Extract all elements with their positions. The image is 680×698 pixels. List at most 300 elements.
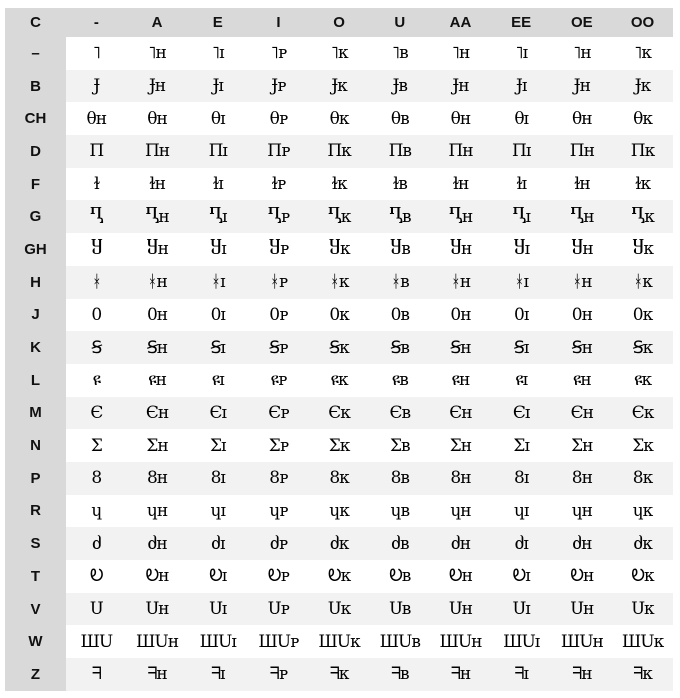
syllable-cell <box>309 593 370 626</box>
syllable-cell <box>127 135 188 168</box>
syllable-cell <box>552 233 613 266</box>
syllable-glyph: ᚼ <box>91 272 101 293</box>
consonant-label: P <box>5 462 66 495</box>
syllable-glyph: 8ᴋ <box>329 468 349 489</box>
syllable-glyph: Σᴘ <box>268 435 289 456</box>
syllable-cell <box>491 593 552 626</box>
syllable-glyph: ᚼʜ <box>572 272 592 293</box>
syllable-cell <box>127 331 188 364</box>
syllable-cell <box>491 364 552 397</box>
syllable-cell <box>187 168 248 201</box>
syllable-cell <box>127 593 188 626</box>
syllable-cell <box>66 102 127 135</box>
syllable-cell <box>187 70 248 103</box>
syllable-cell <box>491 397 552 430</box>
syllable-cell <box>491 625 552 658</box>
syllable-glyph: Ⴘʜ <box>570 239 593 260</box>
table-row <box>5 429 673 462</box>
syllable-glyph: Ꭷʜ <box>449 566 472 587</box>
syllable-glyph: θᴋ <box>329 108 349 129</box>
syllable-glyph: ዩɪ <box>515 370 528 391</box>
syllable-glyph: ᚼʜ <box>147 272 167 293</box>
syllable-glyph: Ꞩᴘ <box>269 337 288 358</box>
syllable-cell <box>127 266 188 299</box>
syllable-cell <box>430 625 491 658</box>
syllable-cell <box>309 462 370 495</box>
syllable-glyph: θʜ <box>86 108 107 129</box>
syllable-glyph: ძʜ <box>147 533 167 554</box>
syllable-cell <box>612 200 673 233</box>
consonant-label: H <box>5 266 66 299</box>
syllable-glyph: ძ <box>91 533 101 554</box>
syllable-cell <box>552 168 613 201</box>
syllable-glyph: ძʜ <box>450 533 471 554</box>
syllable-glyph: Ɉɪ <box>516 76 527 97</box>
syllable-cell <box>309 397 370 430</box>
syllable-glyph: Σʙ <box>389 435 410 456</box>
syllable-glyph: 8ᴋ <box>632 468 653 489</box>
vowel-header: U <box>369 8 430 37</box>
syllable-glyph: ˥ʜ <box>148 43 166 64</box>
syllable-cell <box>552 266 613 299</box>
syllable-cell <box>369 200 430 233</box>
syllable-glyph: ˥ɪ <box>515 43 528 64</box>
syllable-cell <box>66 560 127 593</box>
syllable-glyph: ᖷʜ <box>147 664 167 685</box>
syllable-cell <box>491 233 552 266</box>
syllable-glyph: ዩᴘ <box>270 370 287 391</box>
syllable-glyph: Ⴂʙ <box>388 206 411 227</box>
syllable-cell <box>491 527 552 560</box>
syllable-glyph: Ꞩᴋ <box>632 337 653 358</box>
syllable-cell <box>612 560 673 593</box>
syllable-cell <box>491 266 552 299</box>
syllable-glyph: ШUʜ <box>439 631 482 652</box>
syllable-glyph: Π <box>89 141 104 162</box>
syllable-cell <box>612 527 673 560</box>
syllable-glyph: ɫʜ <box>573 174 590 195</box>
syllable-cell <box>430 299 491 332</box>
syllable-cell <box>248 102 309 135</box>
syllable-glyph: θᴋ <box>633 108 652 129</box>
syllable-glyph: Ꞩɪ <box>514 337 529 358</box>
vowel-header: EE <box>491 8 552 37</box>
syllable-glyph: ᚼʜ <box>450 272 471 293</box>
syllable-glyph: Ɉᴘ <box>271 76 286 97</box>
syllable-cell <box>127 168 188 201</box>
syllable-glyph: Σɪ <box>513 435 529 456</box>
syllable-cell <box>248 364 309 397</box>
table-row <box>5 527 673 560</box>
syllable-glyph: Ꭷᴋ <box>631 566 654 587</box>
syllable-cell <box>127 625 188 658</box>
syllable-cell <box>612 168 673 201</box>
syllable-cell <box>430 364 491 397</box>
syllable-cell <box>187 462 248 495</box>
syllable-cell <box>187 429 248 462</box>
syllable-cell <box>369 299 430 332</box>
syllable-cell <box>369 331 430 364</box>
syllable-cell <box>430 102 491 135</box>
table-row <box>5 200 673 233</box>
syllable-cell <box>127 200 188 233</box>
syllable-glyph: ˥ᴋ <box>634 43 652 64</box>
syllable-cell <box>66 233 127 266</box>
consonant-label: G <box>5 200 66 233</box>
syllable-glyph: Ɉʜ <box>452 76 469 97</box>
syllable-cell <box>369 168 430 201</box>
syllable-cell <box>552 593 613 626</box>
syllable-glyph: ዩʙ <box>391 370 408 391</box>
syllable-glyph: ɥ <box>91 500 102 521</box>
syllable-cell <box>552 397 613 430</box>
syllable-glyph: Σɪ <box>209 435 226 456</box>
syllable-cell <box>430 233 491 266</box>
syllable-cell <box>127 233 188 266</box>
syllable-glyph: Πɪ <box>208 141 227 162</box>
syllable-cell <box>127 364 188 397</box>
syllable-glyph: ШU <box>80 631 113 652</box>
syllable-glyph: Ս <box>90 599 103 620</box>
syllable-cell <box>430 331 491 364</box>
syllable-cell <box>66 70 127 103</box>
syllable-glyph: Ꭷʙ <box>389 566 411 587</box>
syllable-glyph: ˥ <box>92 43 101 64</box>
syllable-cell <box>612 397 673 430</box>
syllabary-table <box>5 8 673 691</box>
syllable-glyph: ˥ɪ <box>211 43 224 64</box>
syllable-cell <box>369 364 430 397</box>
syllable-glyph: Ꭷᴋ <box>327 566 351 587</box>
syllable-glyph: 8ɪ <box>514 468 529 489</box>
syllable-cell <box>552 299 613 332</box>
syllable-glyph: ɥʙ <box>390 500 410 521</box>
syllable-cell <box>612 102 673 135</box>
syllable-cell <box>187 364 248 397</box>
syllable-cell <box>187 299 248 332</box>
syllable-glyph: ძᴋ <box>633 533 652 554</box>
syllable-glyph: Ⴂɪ <box>512 206 530 227</box>
syllable-cell <box>248 560 309 593</box>
syllable-cell <box>309 70 370 103</box>
consonant-label: – <box>5 37 66 70</box>
syllable-glyph: ɥᴘ <box>269 500 288 521</box>
syllable-glyph: Єʜ <box>145 402 169 423</box>
syllable-glyph: Ꭷᴘ <box>267 566 289 587</box>
syllable-cell <box>66 135 127 168</box>
syllable-glyph: Ⴂʜ <box>570 206 594 227</box>
syllable-glyph: Սᴋ <box>631 599 654 620</box>
table-row <box>5 331 673 364</box>
syllable-cell <box>127 429 188 462</box>
syllable-glyph: 0ᴋ <box>329 304 349 325</box>
table-row <box>5 135 673 168</box>
syllable-cell <box>552 560 613 593</box>
table-row <box>5 37 673 70</box>
syllable-glyph: ᖷʙ <box>390 664 409 685</box>
syllable-cell <box>248 70 309 103</box>
syllable-cell <box>491 560 552 593</box>
syllable-cell <box>612 135 673 168</box>
syllable-glyph: ძʙ <box>391 533 409 554</box>
syllable-cell <box>612 331 673 364</box>
syllable-glyph: ɥʜ <box>571 500 592 521</box>
syllable-cell <box>187 397 248 430</box>
syllable-cell <box>430 429 491 462</box>
syllable-glyph: ɥᴋ <box>329 500 349 521</box>
syllable-glyph: Ⴂʜ <box>145 206 169 227</box>
syllable-cell <box>127 527 188 560</box>
syllable-glyph: Ꭷɪ <box>209 566 227 587</box>
syllable-cell <box>127 495 188 528</box>
syllable-glyph: Єʜ <box>570 402 594 423</box>
syllable-glyph: Ⴂᴋ <box>631 206 654 227</box>
syllable-cell <box>187 560 248 593</box>
syllable-glyph: Ⴂᴋ <box>327 206 351 227</box>
syllable-cell <box>309 168 370 201</box>
syllable-cell <box>309 364 370 397</box>
syllable-glyph: Ꞩʜ <box>146 337 168 358</box>
syllable-glyph: Սʙ <box>389 599 411 620</box>
syllable-cell <box>369 462 430 495</box>
syllable-cell <box>127 37 188 70</box>
syllable-cell <box>309 233 370 266</box>
consonant-label: J <box>5 299 66 332</box>
syllable-cell <box>369 37 430 70</box>
syllable-cell <box>127 299 188 332</box>
consonant-label: Z <box>5 658 66 691</box>
syllable-glyph: Πᴘ <box>267 141 290 162</box>
syllable-glyph: θʜ <box>572 108 592 129</box>
syllable-glyph: Πʜ <box>144 141 170 162</box>
syllable-glyph: Ⴘʜ <box>449 239 472 260</box>
syllable-cell <box>430 593 491 626</box>
syllable-glyph: ᚼɪ <box>514 272 528 293</box>
syllable-glyph: Єʜ <box>449 402 472 423</box>
consonant-rows <box>5 37 673 691</box>
syllable-glyph: Ꞩᴋ <box>329 337 349 358</box>
syllable-cell <box>187 527 248 560</box>
consonant-label: L <box>5 364 66 397</box>
consonant-label: T <box>5 560 66 593</box>
syllable-glyph: ዩʜ <box>572 370 591 391</box>
syllable-glyph: Σʜ <box>571 435 593 456</box>
syllable-glyph: Ⴘᴋ <box>328 239 350 260</box>
syllable-glyph: ᖷʜ <box>450 664 471 685</box>
syllable-cell <box>309 331 370 364</box>
syllable-cell <box>127 70 188 103</box>
table-row <box>5 625 673 658</box>
syllable-glyph: Πᴋ <box>630 141 655 162</box>
syllable-cell <box>552 102 613 135</box>
syllable-glyph: 0ʜ <box>571 304 592 325</box>
syllable-glyph: ዩʜ <box>148 370 166 391</box>
syllable-cell <box>309 429 370 462</box>
syllable-cell <box>127 658 188 691</box>
syllable-cell <box>369 397 430 430</box>
syllable-glyph: ᚼɪ <box>210 272 225 293</box>
syllable-cell <box>491 102 552 135</box>
syllable-glyph: ᖷᴋ <box>633 664 652 685</box>
vowel-header: OE <box>552 8 613 37</box>
syllable-glyph: Ꭷʜ <box>570 566 594 587</box>
syllable-cell <box>248 658 309 691</box>
syllable-glyph: ˥ᴋ <box>330 43 348 64</box>
syllable-cell <box>187 495 248 528</box>
syllable-cell <box>369 233 430 266</box>
syllable-glyph: ɫʙ <box>392 174 407 195</box>
syllable-glyph: 8 <box>91 468 102 489</box>
syllable-cell <box>309 37 370 70</box>
syllable-cell <box>369 429 430 462</box>
syllable-cell <box>66 200 127 233</box>
syllable-cell <box>187 625 248 658</box>
consonant-label: M <box>5 397 66 430</box>
syllable-cell <box>612 495 673 528</box>
table-row <box>5 299 673 332</box>
syllable-glyph: Єᴘ <box>268 402 289 423</box>
syllable-glyph: ШUʜ <box>136 631 179 652</box>
syllable-cell <box>491 429 552 462</box>
syllable-cell <box>612 299 673 332</box>
syllable-glyph: Սʜ <box>449 599 472 620</box>
syllable-glyph: Սɪ <box>209 599 227 620</box>
syllable-cell <box>66 658 127 691</box>
syllable-cell <box>612 658 673 691</box>
syllable-glyph: Ɉʜ <box>148 76 166 97</box>
syllable-cell <box>552 70 613 103</box>
syllable-cell <box>491 299 552 332</box>
syllable-cell <box>612 462 673 495</box>
consonant-label: CH <box>5 102 66 135</box>
syllable-cell <box>248 397 309 430</box>
syllable-cell <box>187 233 248 266</box>
syllable-cell <box>612 233 673 266</box>
consonant-label: W <box>5 625 66 658</box>
syllable-glyph: ɫ <box>93 174 100 195</box>
syllable-glyph: ᖷʜ <box>572 664 592 685</box>
syllable-glyph: Ꞩʜ <box>450 337 471 358</box>
syllable-cell <box>187 266 248 299</box>
syllable-cell <box>309 560 370 593</box>
syllable-glyph: Սʜ <box>570 599 594 620</box>
syllable-glyph: Ⴘ <box>90 239 103 260</box>
syllable-glyph: 0ɪ <box>210 304 225 325</box>
syllable-glyph: 8ʙ <box>390 468 409 489</box>
syllable-glyph: 0 <box>91 304 102 325</box>
syllable-cell <box>552 429 613 462</box>
syllable-cell <box>66 364 127 397</box>
syllable-glyph: 8ᴘ <box>269 468 288 489</box>
table-row <box>5 462 673 495</box>
syllable-glyph: Єɪ <box>209 402 226 423</box>
syllable-glyph: ɫᴘ <box>271 174 286 195</box>
syllable-cell <box>552 527 613 560</box>
syllable-cell <box>309 102 370 135</box>
syllable-glyph: ˥ᴘ <box>270 43 287 64</box>
syllable-glyph: Ⴘʜ <box>146 239 168 260</box>
vowel-header-row <box>5 8 673 37</box>
vowel-header: - <box>66 8 127 37</box>
syllable-cell <box>430 168 491 201</box>
syllable-glyph: ɫʜ <box>452 174 469 195</box>
syllable-glyph: Σʜ <box>449 435 472 456</box>
syllable-cell <box>66 495 127 528</box>
consonant-label: D <box>5 135 66 168</box>
syllable-glyph: 0ʜ <box>450 304 471 325</box>
syllable-glyph: ɥɪ <box>513 500 529 521</box>
syllable-cell <box>187 37 248 70</box>
consonant-label: K <box>5 331 66 364</box>
syllable-cell <box>248 299 309 332</box>
syllable-cell <box>430 495 491 528</box>
syllable-glyph: Ꞩɪ <box>210 337 225 358</box>
syllable-glyph: Πʜ <box>569 141 594 162</box>
syllable-cell <box>187 658 248 691</box>
syllable-cell <box>248 462 309 495</box>
table-row <box>5 495 673 528</box>
syllable-cell <box>369 527 430 560</box>
syllable-cell <box>369 625 430 658</box>
syllable-glyph: ˥ʜ <box>572 43 591 64</box>
syllable-glyph: Ⴘᴘ <box>268 239 289 260</box>
table-row <box>5 560 673 593</box>
syllable-glyph: ᖷ <box>91 664 101 685</box>
syllable-glyph: ɫɪ <box>212 174 223 195</box>
syllable-cell <box>491 135 552 168</box>
syllable-glyph: ዩᴋ <box>330 370 348 391</box>
syllable-glyph: ᚼᴘ <box>269 272 288 293</box>
syllable-cell <box>369 135 430 168</box>
syllable-glyph: Ⴂʜ <box>448 206 473 227</box>
syllable-glyph: Є <box>90 402 103 423</box>
syllable-cell <box>127 462 188 495</box>
syllable-cell <box>612 37 673 70</box>
table-row <box>5 593 673 626</box>
syllable-cell <box>66 527 127 560</box>
syllable-glyph: Ⴘʙ <box>389 239 410 260</box>
table-row <box>5 364 673 397</box>
syllable-glyph: Ⴘɪ <box>513 239 530 260</box>
syllable-cell <box>66 462 127 495</box>
syllable-glyph: θʜ <box>147 108 167 129</box>
syllable-glyph: ᖷᴘ <box>269 664 288 685</box>
consonant-label: S <box>5 527 66 560</box>
syllable-cell <box>491 462 552 495</box>
syllable-cell <box>369 560 430 593</box>
vowel-header: AA <box>430 8 491 37</box>
syllable-glyph: Πʜ <box>448 141 473 162</box>
syllable-cell <box>552 37 613 70</box>
syllable-cell <box>612 593 673 626</box>
syllable-cell <box>612 625 673 658</box>
syllable-cell <box>309 299 370 332</box>
syllable-glyph: ᖷᴋ <box>329 664 349 685</box>
syllable-glyph: ዩʜ <box>451 370 470 391</box>
syllable-glyph: ᚼʙ <box>390 272 409 293</box>
syllable-glyph: θɪ <box>514 108 528 129</box>
syllable-glyph: ɥʜ <box>450 500 471 521</box>
syllable-cell <box>430 658 491 691</box>
syllable-cell <box>369 593 430 626</box>
syllable-glyph: ШUᴋ <box>318 631 360 652</box>
consonant-label: R <box>5 495 66 528</box>
syllable-glyph: Ⴂɪ <box>208 206 227 227</box>
syllable-glyph: ᚼᴋ <box>329 272 349 293</box>
vowel-header: E <box>187 8 248 37</box>
syllable-glyph: θʙ <box>390 108 409 129</box>
syllable-cell <box>248 429 309 462</box>
